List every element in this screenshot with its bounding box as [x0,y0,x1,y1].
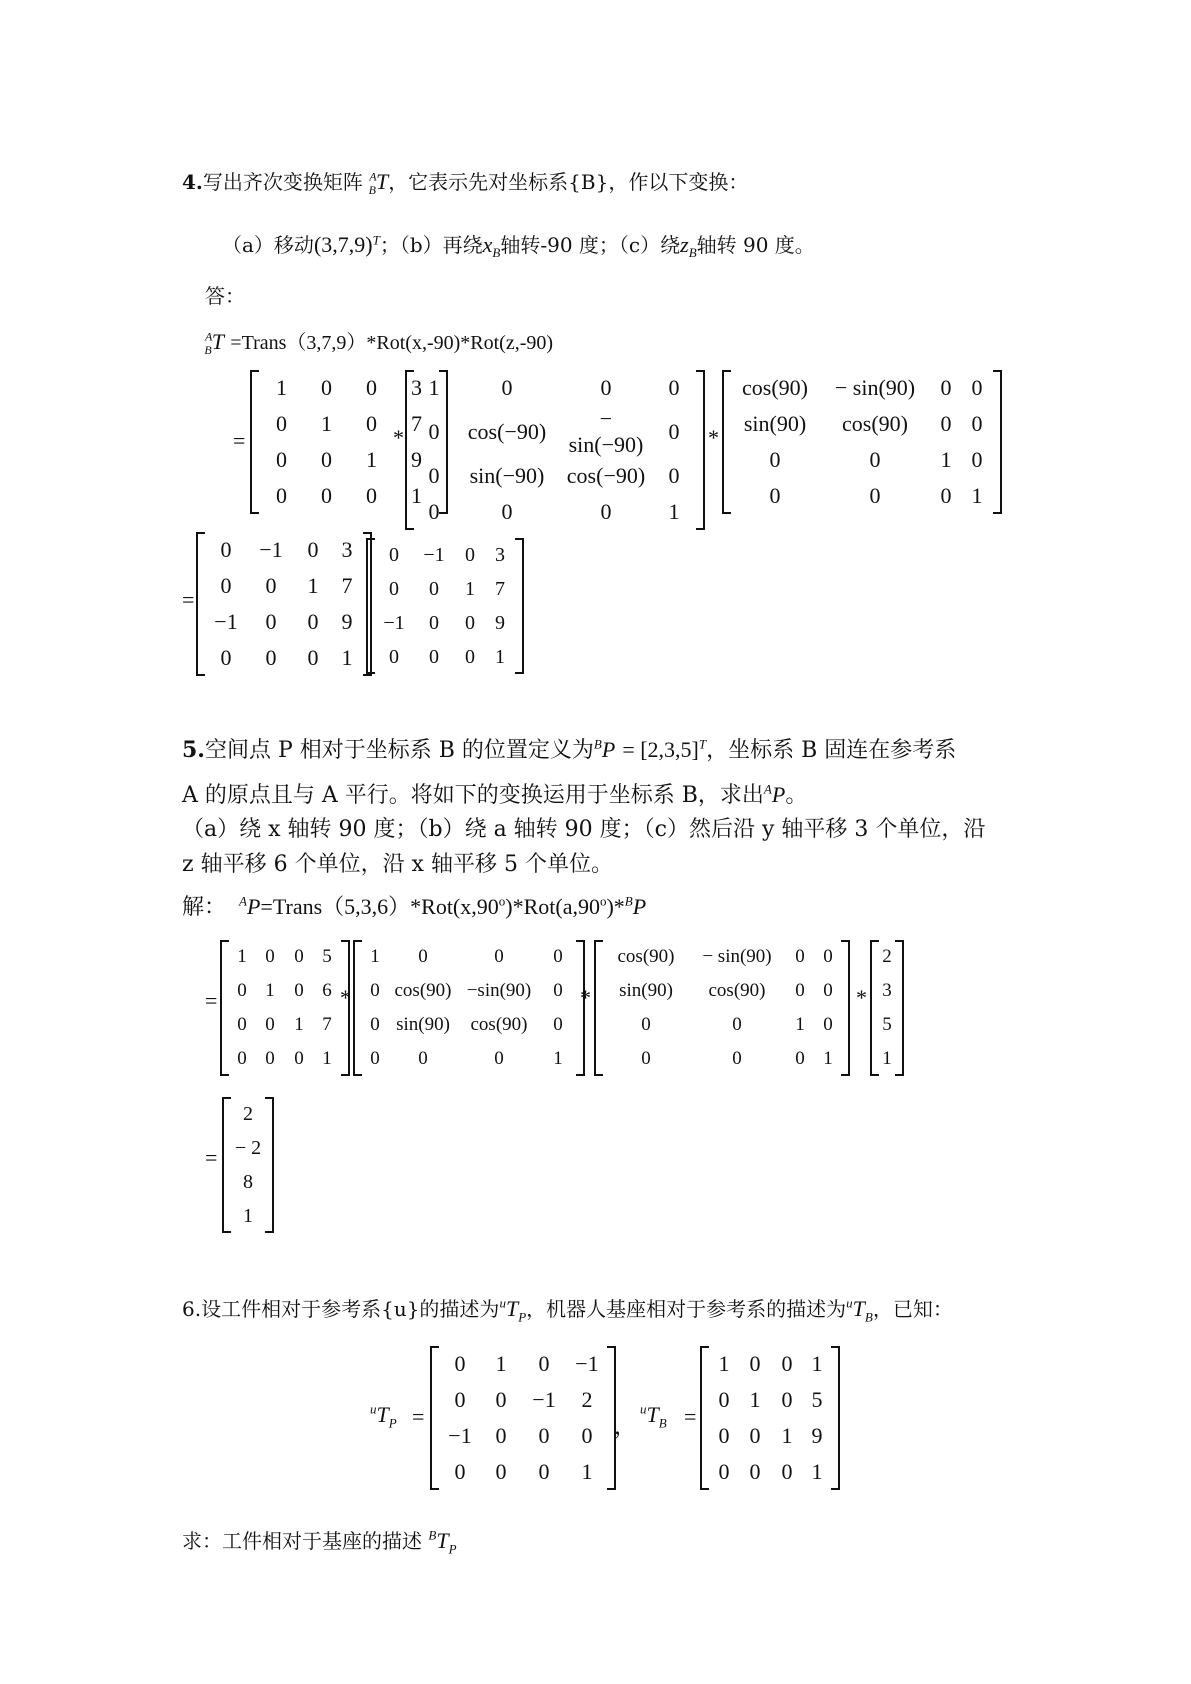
q5-matrix-rotx-cell: 0 [494,946,504,967]
q4-result-matrix-1-cell: 0 [307,537,319,562]
q6-matrix-uTB-cell: 1 [718,1351,730,1376]
q6-matrix-uTP-cell: 2 [581,1387,593,1412]
q4-result-matrix-2-cell: 0 [465,543,475,566]
q5-matrix-trans-cell: 0 [265,1014,275,1035]
q5-times-2: * [580,985,591,1010]
q5-matrix-trans-cell: 0 [265,1048,275,1069]
q6-matrix-uTP-cell: 1 [581,1459,593,1484]
q4-result-matrix-1-cell: 0 [307,645,319,670]
q5-matrix-trans-cell: 0 [237,1048,247,1069]
q4-matrix-trans-cell: 9 [411,447,422,472]
q4-matrix-rotx-cell: cos(−90) [566,463,646,488]
q6-matrix-uTP-cell: 0 [495,1459,507,1484]
q4-matrix-rotz-cell: 1 [940,447,952,472]
q6-matrix-uTP-cell: 0 [538,1351,550,1376]
q4-result-matrix-1-cell: 1 [307,573,319,598]
q4-result-matrix-1-cell: 0 [307,609,319,634]
q6-matrix-uTB-cell: 0 [749,1351,761,1376]
q4-matrix-rotx-cell: 1 [428,375,440,400]
q4-result-matrix-2-cell: 0 [429,645,439,668]
q5-matrix-trans-cell: 7 [322,1014,332,1035]
q4-matrix-rotx-cell: sin(−90) [469,463,545,488]
q5-matrix-rotx-cell: 0 [553,946,563,967]
q5-matrix-rotx-cell: 0 [370,980,380,1001]
q4-result-matrix-2 [366,538,524,674]
q5-result-vector-cell: 8 [243,1170,253,1193]
q6-matrix-uTP-cell: 0 [581,1423,593,1448]
q5-matrix-rota-cell: cos(90) [708,980,766,1001]
q5-matrix-trans-cell: 0 [237,980,247,1001]
q5-matrix-rotx-cell: 0 [418,946,428,967]
q4-answer-label: 答： [205,284,245,308]
q4-result-matrix-1-cell: 0 [220,537,232,562]
q5-matrix-trans-cell: 1 [237,946,247,967]
q6-title: 6.设工件相对于参考系{u}的描述为$^uT_P$，机器人基座相对于参考系的描述为$^uT_B$，已知： [182,1295,953,1325]
q5-matrix-rota-cell: 0 [795,980,805,1001]
q4-matrix-trans-cell: 1 [321,411,332,436]
q5-matrix-rota [594,940,850,1076]
q6-matrix-uTP-cell: 0 [454,1387,466,1412]
q5-matrix-trans-cell: 5 [322,946,332,967]
q4-matrix-rotz-cell: 0 [940,375,952,400]
q5-matrix-trans-cell: 0 [294,980,304,1001]
q5-matrix-rota-cell: − sin(90) [702,946,772,967]
q6-matrix-uTP-cell: 1 [495,1351,507,1376]
q4-result-matrix-1-cell: 1 [341,645,353,670]
q5-matrix-rota-cell: 0 [732,1014,742,1035]
q4-result-matrix-2-cell: 7 [495,577,505,600]
q4-matrix-rotz-cell: 1 [971,483,983,508]
q5-matrix-trans-cell: 1 [294,1014,304,1035]
q4-matrix-rotx-cell: 0 [428,499,440,524]
q4-matrix-rotz-cell: 0 [769,447,781,472]
q6-matrix-uTP-cell: 0 [495,1387,507,1412]
q5-result-vector-cell: − 2 [234,1136,262,1159]
q4-matrix-rotx-cell: 0 [501,499,513,524]
q4-result-matrix-1-cell: 0 [265,645,277,670]
q5-matrix-trans-cell: 0 [294,1048,304,1069]
q6-matrix-uTP-cell: 0 [538,1423,550,1448]
q4-result-matrix-2-cell: 0 [389,543,399,566]
q5-matrix-rotx-cell: cos(90) [470,1014,528,1035]
q4-matrix-rotx-cell: 0 [428,463,440,488]
q4-matrix-rotx-cell: 0 [668,463,680,488]
q4-matrix-trans-cell: 0 [276,483,287,508]
q4-result-matrix-2-cell: 0 [389,577,399,600]
q5-matrix-rotx-cell: −sin(90) [466,980,532,1001]
q4-result-matrix-2-cell: 0 [465,611,475,634]
q4-matrix-trans-cell: 0 [276,447,287,472]
q4-result-matrix-2-cell: 3 [495,543,505,566]
q5-matrix-rota-cell: sin(90) [619,980,673,1001]
q5-line3: （a）绕 x 轴转 90 度；（b）绕 a 轴转 90 度；（c）然后沿 y 轴平移 3 个单位，沿 [182,817,986,842]
q5-matrix-rotx-cell: 1 [370,946,380,967]
q5-matrix-rotx [353,940,585,1076]
q5-matrix-rota-cell: 0 [641,1048,651,1069]
q4-matrix-trans-cell: 1 [411,483,422,508]
q4-matrix-rotx [405,370,705,530]
q4-symbol-ABT: $^A_B$T [368,169,389,198]
q4-matrix-rotz-cell: cos(90) [742,375,808,400]
q6-matrix-uTB-cell: 1 [781,1423,793,1448]
q5-line4: z 轴平移 6 个单位，沿 x 轴平移 5 个单位。 [182,852,613,877]
q5-matrix-trans-cell: 0 [237,1014,247,1035]
q6-matrix-uTP [430,1346,616,1490]
q4-matrix-rotx-cell: 1 [668,499,680,524]
q4-matrix-rotx-cell: 0 [428,419,440,444]
q5-vector-BP-cell: 5 [882,1014,892,1035]
q4-result-matrix-1-cell: −1 [259,537,283,562]
q4-result-matrix-2-cell: −1 [383,611,405,634]
q4-matrix-trans-cell: 0 [276,411,287,436]
q6-matrix-uTP-cell: 0 [495,1423,507,1448]
q4-matrix-rotx-cell: 0 [668,375,680,400]
q5-matrix-rota-cell: 0 [823,1014,833,1035]
q5-matrix-trans-cell: 0 [265,946,275,967]
q5-matrix-trans-cell: 1 [265,980,275,1001]
q4-result-matrix-2-cell: 0 [465,645,475,668]
q5-matrix-rota-cell: cos(90) [617,946,675,967]
q4-matrix-rotx-cell: 0 [600,499,612,524]
q6-matrix-uTB-cell: 1 [749,1387,761,1412]
q5-vector-BP [870,940,904,1076]
q4-matrix-trans-cell: 0 [321,483,332,508]
q5-matrix-rota-cell: 0 [823,946,833,967]
q4-result-matrix-2-cell: −1 [423,543,445,566]
q4-matrix-rotx-cell: cos(−90) [467,419,547,444]
q5-times-3: * [856,985,867,1010]
q6-matrix-uTB-cell: 9 [811,1423,823,1448]
q6-uTB-label: $^uT_B$ [640,1401,667,1431]
q4-matrix-rotz-cell: − sin(90) [834,375,916,400]
q4-result-matrix-1-cell: −1 [214,609,238,634]
q5-vector-BP-cell: 1 [882,1048,892,1069]
q5-matrix-trans [220,940,350,1076]
q6-matrix-uTB-cell: 0 [718,1423,730,1448]
q4-result-matrix-1-cell: 0 [220,645,232,670]
q5-matrix-rota-cell: 0 [732,1048,742,1069]
q5-result-vector [222,1097,274,1233]
q4-result-matrix-2-cell: 0 [429,611,439,634]
q6-matrix-uTB-cell: 0 [781,1351,793,1376]
q4-matrix-rotz [722,370,1002,514]
q5-matrix-rota-cell: 0 [795,946,805,967]
q6-matrix-uTB-cell: 0 [749,1459,761,1484]
q5-solution: 解： $^AP=Trans(5,3,6)*Rot(x,90^o)*Rot(a,90^o)*^BP$ [182,893,647,920]
q4-matrix-trans-cell: 0 [321,375,332,400]
q5-matrix-rota-cell: 1 [823,1048,833,1069]
q5-matrix-rotx-cell: 1 [553,1048,563,1069]
q6-matrix-uTP-cell: −1 [575,1351,599,1376]
q4-equals-2: = [182,587,195,612]
q4-matrix-rotz-cell: 0 [940,411,952,436]
q6-uTP-label: $^uT_P$ [370,1401,397,1431]
q4-matrix-trans-cell: 0 [366,483,377,508]
q5-vector-BP-cell: 3 [882,980,892,1001]
q4-matrix-trans-cell: 0 [366,375,377,400]
q5-result-vector-cell: 2 [243,1102,253,1125]
q4-matrix-rotx-cell: − sin(−90) [568,406,644,457]
q5-matrix-rota-cell: 0 [795,1048,805,1069]
q5-matrix-trans-cell: 0 [294,946,304,967]
q5-result-vector-cell: 1 [243,1204,253,1227]
q5-matrix-trans-cell: 6 [322,980,332,1001]
q4-result-matrix-1-cell: 0 [265,573,277,598]
q4-result-matrix-1-cell: 0 [265,609,277,634]
q6-ask: 求：工件相对于基座的描述 $^BT_P$ [182,1527,457,1557]
q5-equals-1: = [205,988,218,1013]
q4-result-matrix-2-cell: 1 [465,577,475,600]
q4-result-matrix-1 [196,532,372,676]
q4-matrix-trans-cell: 0 [366,411,377,436]
q6-matrix-uTP-cell: −1 [448,1423,472,1448]
q6-matrix-uTB-cell: 0 [718,1387,730,1412]
q4-result-matrix-1-cell: 0 [220,573,232,598]
q4-formula: $^A_B$T =Trans（3,7,9）*Rot(x,-90)*Rot(z,-90) [204,329,554,358]
q4-result-matrix-1-cell: 3 [341,537,353,562]
q5-matrix-rotx-cell: 0 [370,1048,380,1069]
q5-matrix-rotx-cell: 0 [370,1014,380,1035]
q5-matrix-trans-cell: 1 [322,1048,332,1069]
q4-matrix-rotx-cell: 0 [600,375,612,400]
q4-matrix-rotz-cell: 0 [940,483,952,508]
q6-matrix-uTB-cell: 0 [749,1423,761,1448]
q6-matrix-uTB-cell: 1 [811,1351,823,1376]
q6-matrix-uTB-cell: 0 [781,1459,793,1484]
q5-matrix-rota-cell: 0 [823,980,833,1001]
q4-matrix-rotz-cell: 0 [971,411,983,436]
q5-matrix-rotx-cell: cos(90) [394,980,452,1001]
q4-matrix-rotx-cell: 0 [668,419,680,444]
q5-times-1: * [340,985,351,1010]
q4-matrix-rotz-cell: 0 [971,375,983,400]
q4-matrix-rotz-cell: 0 [971,447,983,472]
q4-result-matrix-2-cell: 1 [495,645,505,668]
q4-matrix-rotz-cell: sin(90) [743,411,807,436]
q4-title: 4.写出齐次变换矩阵 $^A_B$T，它表示先对坐标系{B}，作以下变换： [182,169,749,198]
q4-times-2: * [708,425,719,450]
q4-result-matrix-2-cell: 0 [389,645,399,668]
q4-result-matrix-1-cell: 9 [341,609,353,634]
q6-matrix-uTP-cell: 0 [454,1459,466,1484]
q4-matrix-trans-cell: 3 [411,375,422,400]
q6-matrix-uTB-cell: 5 [811,1387,823,1412]
q5-line2: A 的原点且与 A 平行。将如下的变换运用于坐标系 B，求出$^A$P。 [182,781,808,808]
q5-matrix-rota-cell: 1 [795,1014,805,1035]
q5-vector-BP-cell: 2 [882,946,892,967]
q5-line1: 5.空间点 P 相对于坐标系 B 的位置定义为$^BP = [2,3,5]^T$，坐标系 B 固连在参考系 [182,736,957,763]
q4-matrix-trans-cell: 0 [321,447,332,472]
q6-matrix-uTP-cell: 0 [538,1459,550,1484]
q6-matrix-uTB-cell: 0 [781,1387,793,1412]
q6-matrix-uTP-cell: 0 [454,1351,466,1376]
q4-times-1: * [393,425,404,450]
q4-matrix-rotx-cell: 0 [501,375,513,400]
q5-matrix-rotx-cell: 0 [418,1048,428,1069]
q5-matrix-rotx-cell: 0 [553,980,563,1001]
q4-matrix-rotz-cell: 0 [869,483,881,508]
q6-matrix-uTP-cell: −1 [532,1387,556,1412]
q5-matrix-rotx-cell: sin(90) [396,1014,450,1035]
q5-equals-2: = [205,1145,218,1170]
q5-matrix-rotx-cell: 0 [553,1014,563,1035]
q4-equals-1: = [233,428,246,453]
q6-matrix-uTB-cell: 0 [718,1459,730,1484]
q4-steps: （a）移动$(3,7,9)^T$；（b）再绕$x_B$轴转-90 度；（c）绕$z_B$轴转 90 度。 [222,232,815,260]
q5-number: 5. [182,737,205,763]
q5-matrix-rotx-cell: 0 [494,1048,504,1069]
q4-result-matrix-2-cell: 9 [495,611,505,634]
q4-matrix-rotz-cell: 0 [769,483,781,508]
q4-matrix-trans-cell: 7 [411,411,422,436]
q4-number: 4. [182,170,203,194]
q4-result-matrix-2-cell: 0 [429,577,439,600]
q6-matrix-uTB-cell: 1 [811,1459,823,1484]
q4-matrix-rotz-cell: cos(90) [842,411,908,436]
q4-result-matrix-1-cell: 7 [341,573,353,598]
q4-matrix-trans-cell: 1 [276,375,287,400]
q4-matrix-rotz-cell: 0 [869,447,881,472]
q4-matrix-trans-cell: 1 [366,447,377,472]
document-page: 4.写出齐次变换矩阵 $^A_B$T，它表示先对坐标系{B}，作以下变换： （a）移动$(3,7,9)^T$；（b）再绕$x_B$轴转-90 度；（c）绕$z_B$轴转 90 度。 答： $^A_B$T =Trans（3,7,9）*Rot(x,-90)*Rot(z,-90) = 1 0 0 3 0 1 0 7 0 0 1 9 0 0 0 1 * 1 0 0 0 0 cos(−90) − sin(−90) 0 0 sin(−90) cos(−90) 0 0 0 0 1 * cos(90) − sin(90) 0 0 sin(90) cos(90) 0 0 0 0 1 0 0 0 0 1 = 0 −1 0 3 0 0 1 7 −1 0 0 9 0 0 0 1 0 −1 0 3 0 0 1 7 −1 0 0 9 0 0 0 1 5.空间点 P 相对于坐标系 B 的位置定义为$^BP = [2,3,5]^T$，坐标系 B 固连在参考系 A 的原点且与 A 平行。将如下的变换运用于坐标系 B，求出$^A$P。 （a）绕 x 轴转 90 度；（b）绕 a 轴转 90 度；（c）然后沿 y 轴平移 3 个单位，沿 z 轴平移 6 个单位，沿 x 轴平移 5 个单位。 解： $^AP=Trans(5,3,6)*Rot(x,90^o)*Rot(a,90^o)*^BP$ = 1 0 0 5 0 1 0 6 0 0 1 7 0 0 0 1 * 1 0 0 0 0 cos(90) −sin(90) 0 0 sin(90) cos(90) 0 0 0 0 1 * cos(90) − sin(90) 0 0 sin(90) cos(90) 0 0 0 0 1 0 0 0 0 1 * 2 3 5 1 = 2 − 2 8 1 6.设工件相对于参考系{u}的描述为$^uT_P$，机器人基座相对于参考系的描述为$^uT_B$，已知： $^uT_P$ = 0 1 0 −1 0 0 −1 2 −1 0 0 0 0 0 0 1 ， $^uT_B$ = 1 0 0 1 0 1 0 5 0 0 1 9 0 0 0 1 求：工件相对于基座的描述 $^BT_P$ [0,0,1191,1684]
q6-matrix-uTB [700,1346,840,1490]
q5-matrix-rota-cell: 0 [641,1014,651,1035]
